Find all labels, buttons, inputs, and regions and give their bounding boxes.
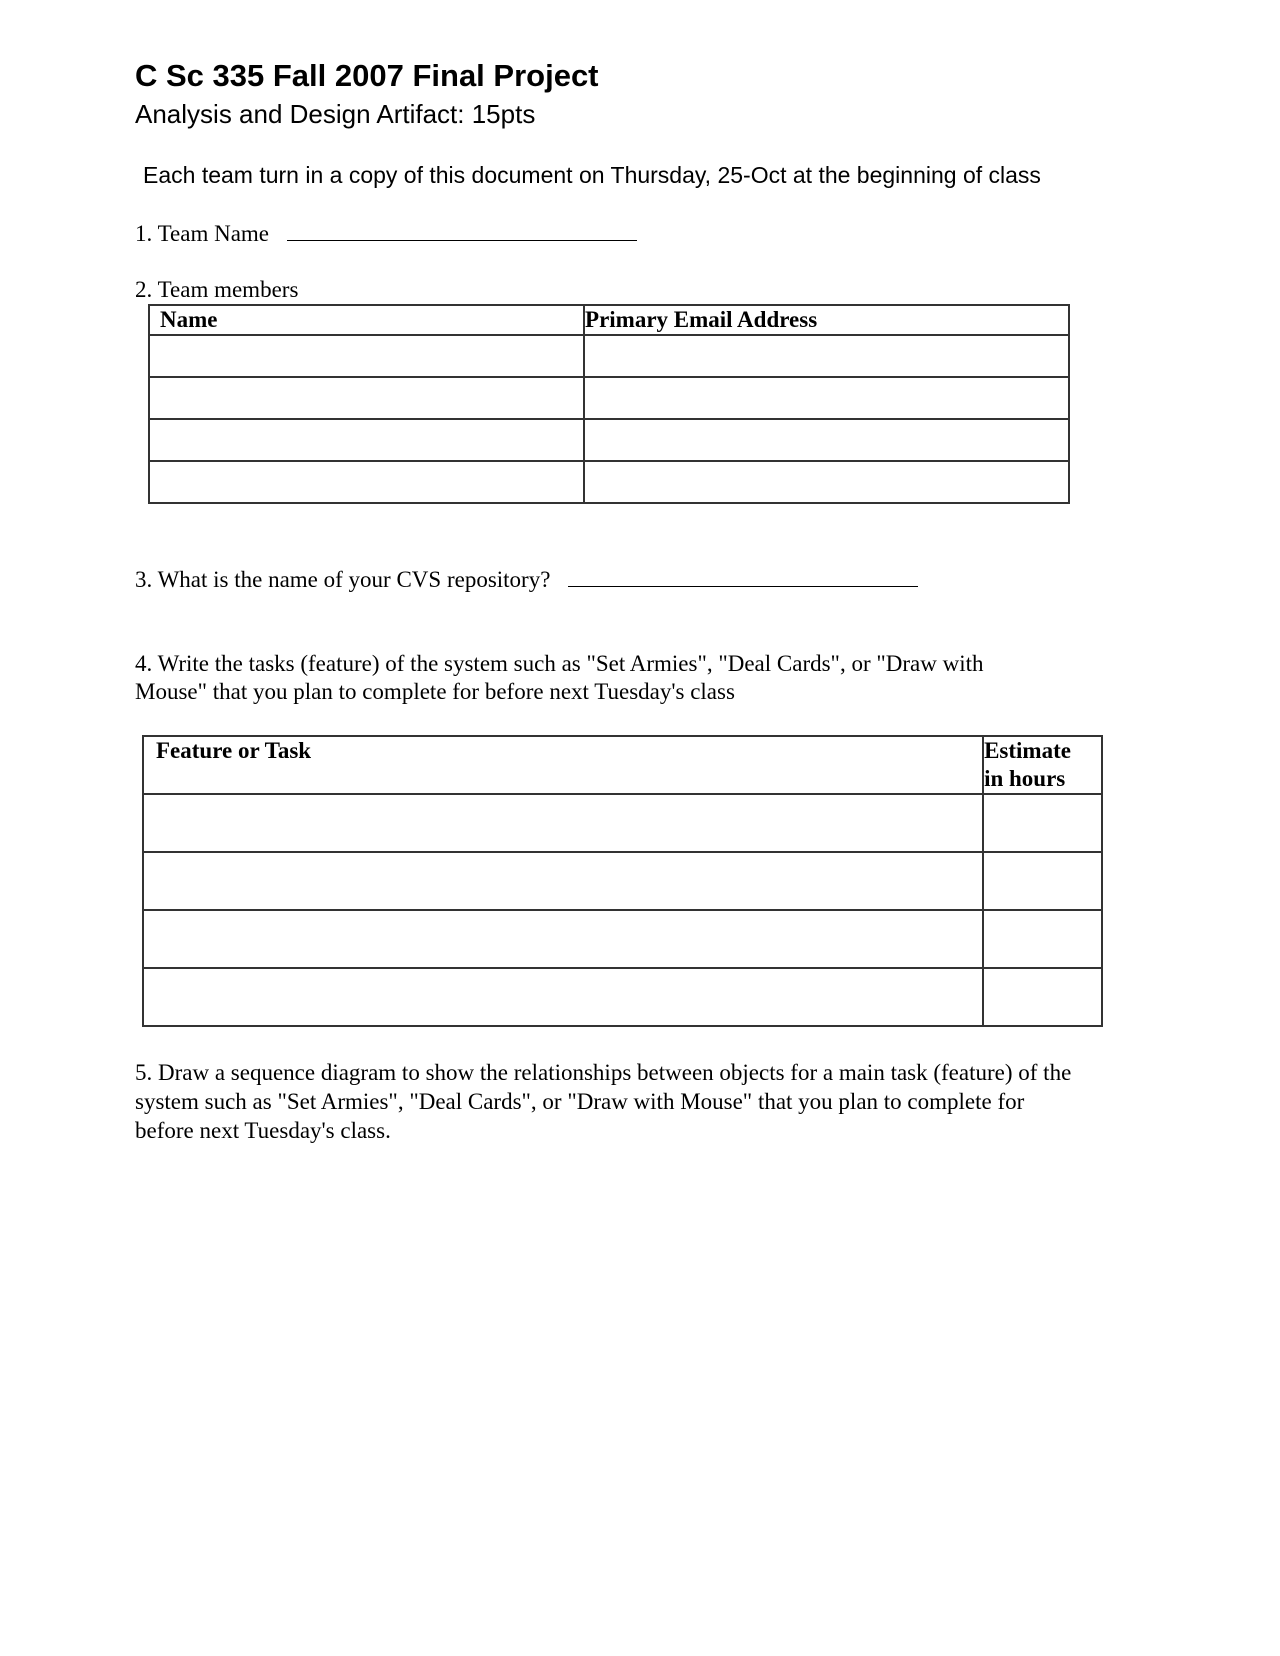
team-name-label: 1. Team Name — [135, 221, 270, 246]
cvs-repository-label: 3. What is the name of your CVS repository? — [135, 567, 551, 592]
column-header-email: Primary Email Address — [584, 305, 1069, 335]
tasks-table — [142, 735, 1103, 1027]
column-header-feature: Feature or Task — [143, 736, 983, 794]
question-1 — [135, 218, 637, 248]
estimate-header-line-1: Estimate — [984, 738, 1071, 763]
team-name-field[interactable] — [287, 218, 637, 241]
feature-cell[interactable] — [143, 794, 983, 852]
member-email-cell[interactable] — [584, 377, 1069, 419]
question-5-line-3: before next Tuesday's class. — [135, 1118, 391, 1143]
question-4-line-1: 4. Write the tasks (feature) of the system such as "Set Armies", "Deal Cards", or "Draw with — [135, 651, 984, 676]
member-name-cell[interactable] — [149, 335, 584, 377]
page-title: C Sc 335 Fall 2007 Final Project — [135, 58, 599, 93]
team-members-table — [148, 304, 1070, 504]
member-email-cell[interactable] — [584, 335, 1069, 377]
estimate-header-line-2: in hours — [984, 766, 1066, 791]
question-3 — [135, 564, 918, 594]
feature-cell[interactable] — [143, 852, 983, 910]
cvs-repository-field[interactable] — [568, 564, 918, 587]
member-name-cell[interactable] — [149, 377, 584, 419]
table-row — [149, 377, 1069, 419]
table-row — [143, 968, 1102, 1026]
table-row — [143, 794, 1102, 852]
table-header-row — [149, 305, 1069, 335]
column-header-estimate — [983, 736, 1102, 794]
member-email-cell[interactable] — [584, 419, 1069, 461]
estimate-cell[interactable] — [983, 910, 1102, 968]
page-subtitle: Analysis and Design Artifact: 15pts — [135, 99, 536, 129]
table-header-row — [143, 736, 1102, 794]
table-row — [143, 910, 1102, 968]
feature-cell[interactable] — [143, 968, 983, 1026]
feature-cell[interactable] — [143, 910, 983, 968]
estimate-cell[interactable] — [983, 968, 1102, 1026]
member-email-cell[interactable] — [584, 461, 1069, 503]
estimate-cell[interactable] — [983, 794, 1102, 852]
table-row — [149, 461, 1069, 503]
table-row — [149, 335, 1069, 377]
column-header-name: Name — [149, 305, 584, 335]
question-5-line-2: system such as "Set Armies", "Deal Cards", or "Draw with Mouse" that you plan to complete for — [135, 1089, 1025, 1114]
instructions-text: Each team turn in a copy of this document on Thursday, 25-Oct at the beginning of class — [143, 162, 1041, 188]
member-name-cell[interactable] — [149, 461, 584, 503]
table-row — [149, 419, 1069, 461]
question-4-line-2: Mouse" that you plan to complete for before next Tuesday's class — [135, 679, 735, 704]
estimate-cell[interactable] — [983, 852, 1102, 910]
member-name-cell[interactable] — [149, 419, 584, 461]
team-members-label: 2. Team members — [135, 277, 299, 302]
table-row — [143, 852, 1102, 910]
question-5-line-1: 5. Draw a sequence diagram to show the relationships between objects for a main task (feature) of the — [135, 1060, 1072, 1085]
